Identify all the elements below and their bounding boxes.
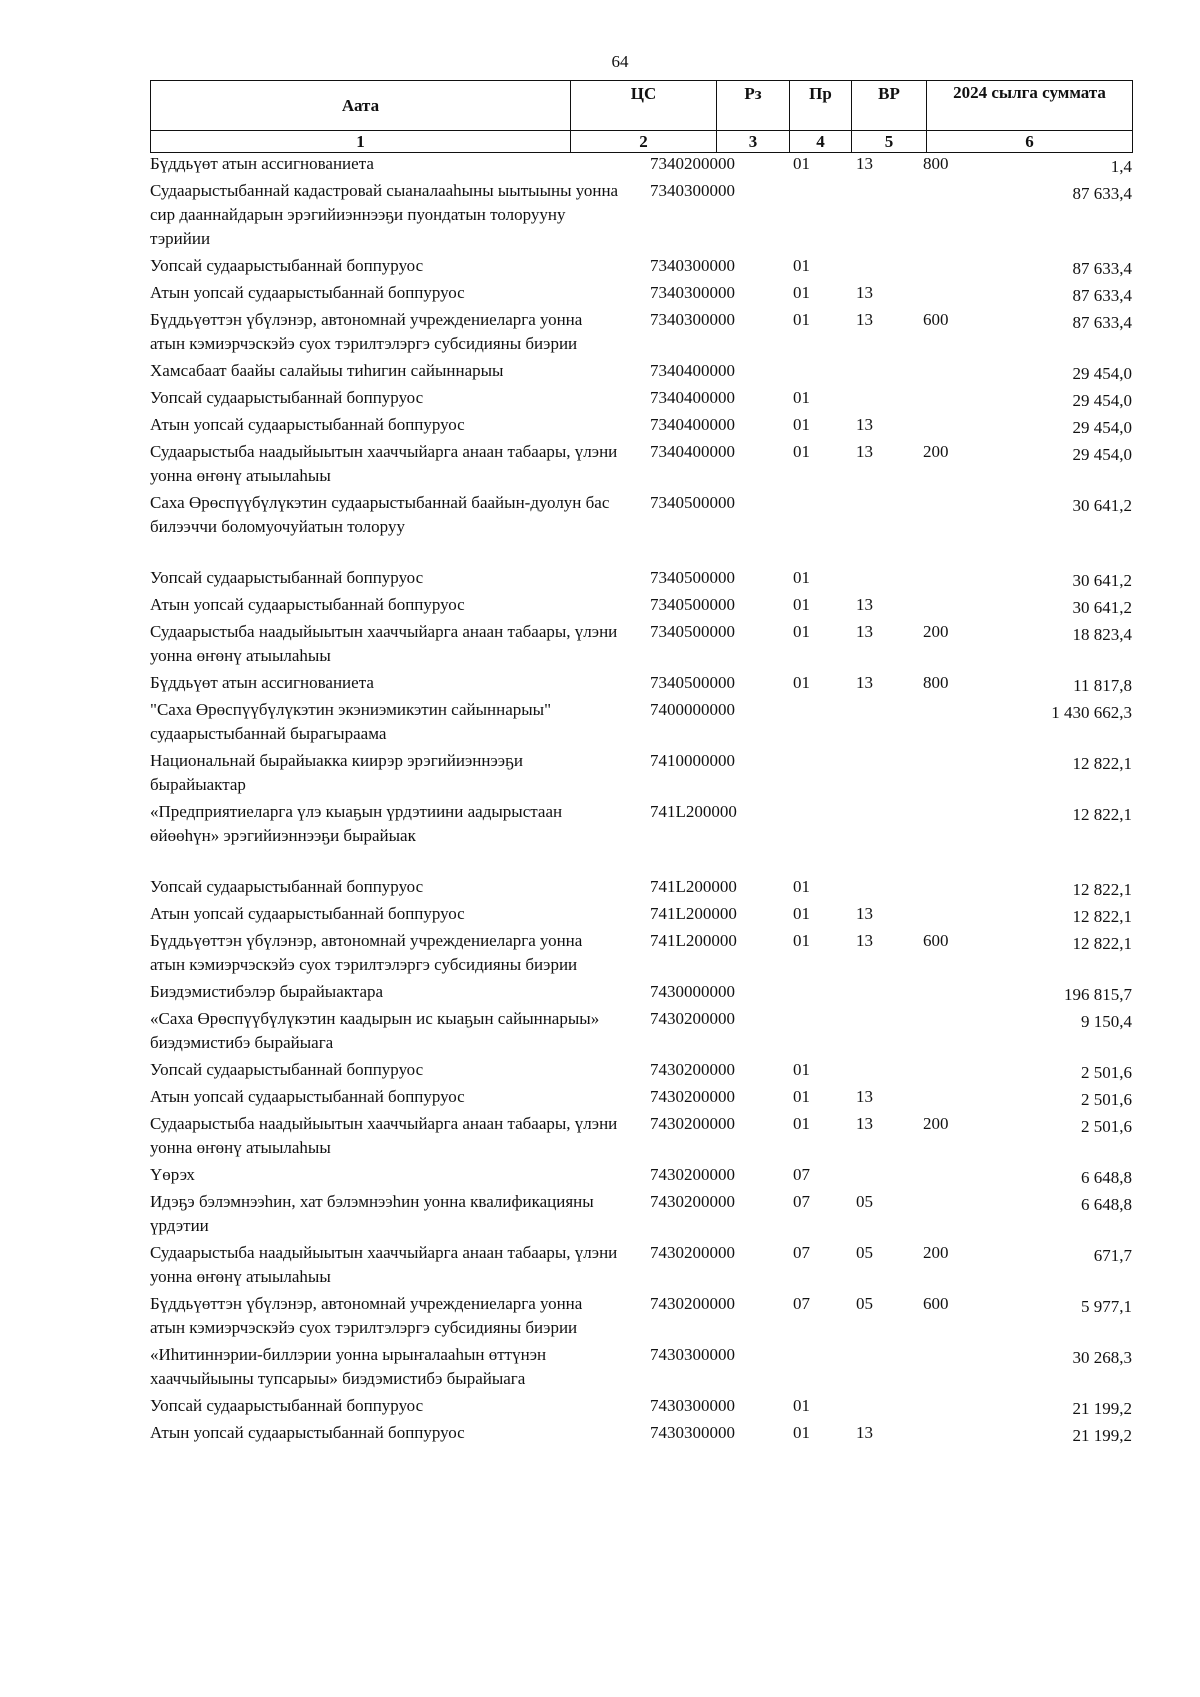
table-row — [150, 152, 1132, 176]
row-pr-code: 13 — [856, 415, 873, 434]
table-row — [150, 1007, 1132, 1055]
row-cs-code: 7430200000 — [650, 1087, 735, 1106]
row-amount: 29 454,0 — [1072, 418, 1132, 437]
column-number-2: 2 — [571, 131, 717, 153]
column-header-cs: ЦС — [571, 81, 717, 131]
row-amount: 11 817,8 — [1073, 676, 1132, 695]
row-name: Уопсай судаарыстыбаннай боппуруос — [150, 256, 424, 275]
row-pr-code: 05 — [856, 1243, 873, 1262]
row-pr-code: 13 — [856, 673, 873, 692]
table-row — [150, 1190, 1132, 1238]
column-header-vr: ВР — [852, 81, 927, 131]
row-amount: 29 454,0 — [1072, 445, 1132, 464]
row-vr-code: 800 — [923, 154, 949, 173]
row-name: Үөрэх — [150, 1165, 195, 1184]
table-row — [150, 1163, 1132, 1187]
table-row — [150, 413, 1132, 437]
row-cs-code: 741L200000 — [650, 802, 737, 821]
row-amount: 6 648,8 — [1081, 1195, 1132, 1214]
row-cs-code: 7430000000 — [650, 982, 735, 1001]
table-row — [150, 620, 1132, 668]
row-pr-code: 13 — [856, 310, 873, 329]
row-vr-code: 600 — [923, 310, 949, 329]
table-row — [150, 1112, 1132, 1160]
table-row — [150, 1241, 1132, 1289]
table-row — [150, 875, 1132, 899]
row-rz-code: 01 — [793, 1114, 810, 1133]
row-name: "Саха Өрөспүүбүлүкэтин экэниэмикэтин сайыннарыы" судаарыстыбаннай бырагыраама — [150, 700, 552, 743]
table-row — [150, 929, 1132, 977]
table-row — [150, 254, 1132, 278]
row-rz-code: 01 — [793, 415, 810, 434]
row-rz-code: 07 — [793, 1243, 810, 1262]
row-name: Уопсай судаарыстыбаннай боппуруос — [150, 568, 424, 587]
row-cs-code: 7340400000 — [650, 415, 735, 434]
table-row — [150, 902, 1132, 926]
row-amount: 30 268,3 — [1072, 1348, 1132, 1367]
row-cs-code: 7340400000 — [650, 388, 735, 407]
row-rz-code: 01 — [793, 310, 810, 329]
row-amount: 2 501,6 — [1081, 1117, 1132, 1136]
row-amount: 29 454,0 — [1072, 364, 1132, 383]
column-header-rz: Рз — [717, 81, 790, 131]
row-name: Атын уопсай судаарыстыбаннай боппуруос — [150, 1087, 465, 1106]
row-name: Судаарыстыбаннай кадастровай сыаналааһыны ыытыыны уонна сир дааннайдарын эрэгийиэннээҕи пуондатын толорууну тэрийии — [150, 181, 619, 248]
row-cs-code: 7340200000 — [650, 154, 735, 173]
row-pr-code: 13 — [856, 442, 873, 461]
row-cs-code: 7430300000 — [650, 1345, 735, 1364]
table-row — [150, 359, 1132, 383]
row-amount: 12 822,1 — [1072, 907, 1132, 926]
row-cs-code: 7430300000 — [650, 1423, 735, 1442]
table-row — [150, 386, 1132, 410]
row-name: Бүддьүөттэн үбүлэнэр, автономнай учреждениеларга уонна атын кэмиэрчэскэйэ суох тэрилтэлэргэ субсидияны биэрии — [150, 931, 583, 974]
row-cs-code: 7340300000 — [650, 256, 735, 275]
row-pr-code: 13 — [856, 931, 873, 950]
row-vr-code: 800 — [923, 673, 949, 692]
row-cs-code: 7400000000 — [650, 700, 735, 719]
row-amount: 12 822,1 — [1072, 880, 1132, 899]
row-rz-code: 01 — [793, 622, 810, 641]
budget-rows — [150, 152, 1132, 1448]
row-amount: 12 822,1 — [1072, 934, 1132, 953]
table-header — [150, 80, 1133, 153]
row-cs-code: 7340500000 — [650, 673, 735, 692]
row-name: Хамсабаат баайы салайыы тиһигин сайыннарыы — [150, 361, 504, 380]
row-rz-code: 01 — [793, 154, 810, 173]
row-cs-code: 7430200000 — [650, 1294, 735, 1313]
column-number-4: 4 — [790, 131, 852, 153]
row-name: Уопсай судаарыстыбаннай боппуруос — [150, 1396, 424, 1415]
row-rz-code: 01 — [793, 1087, 810, 1106]
row-amount: 12 822,1 — [1072, 805, 1132, 824]
row-vr-code: 600 — [923, 931, 949, 950]
row-name: Судаарыстыба наадыйыытын хааччыйарга анаан табаары, үлэни уонна өҥөнү атыылаһыы — [150, 442, 618, 485]
row-name: Уопсай судаарыстыбаннай боппуруос — [150, 388, 424, 407]
row-amount: 30 641,2 — [1072, 598, 1132, 617]
table-row — [150, 800, 1132, 848]
table-row — [150, 308, 1132, 356]
row-amount: 87 633,4 — [1072, 259, 1132, 278]
row-cs-code: 7340500000 — [650, 595, 735, 614]
row-name: Атын уопсай судаарыстыбаннай боппуруос — [150, 904, 465, 923]
row-spacer — [150, 542, 1132, 566]
row-vr-code: 600 — [923, 1294, 949, 1313]
row-rz-code: 01 — [793, 1060, 810, 1079]
row-amount: 6 648,8 — [1081, 1168, 1132, 1187]
row-name: Атын уопсай судаарыстыбаннай боппуруос — [150, 595, 465, 614]
row-cs-code: 7430300000 — [650, 1396, 735, 1415]
row-rz-code: 01 — [793, 1396, 810, 1415]
row-pr-code: 13 — [856, 154, 873, 173]
table-row — [150, 749, 1132, 797]
table-row — [150, 566, 1132, 590]
row-name: Судаарыстыба наадыйыытын хааччыйарга анаан табаары, үлэни уонна өҥөнү атыылаһыы — [150, 1114, 618, 1157]
table-row — [150, 698, 1132, 746]
table-row — [150, 1343, 1132, 1391]
row-name: Идэҕэ бэлэмнээһин, хат бэлэмнээһин уонна квалификацияны үрдэтии — [150, 1192, 594, 1235]
table-row — [150, 281, 1132, 305]
row-name: Саха Өрөспүүбүлүкэтин судаарыстыбаннай баайын-дуолун бас билээччи боломуочуйатын толоруу — [150, 493, 610, 536]
row-name: «Предприятиеларга үлэ кыаҕын үрдэтиини аадырыстаан өйөөһүн» эрэгийиэннээҕи бырайыак — [150, 802, 563, 845]
row-name: Судаарыстыба наадыйыытын хааччыйарга анаан табаары, үлэни уонна өҥөнү атыылаһыы — [150, 1243, 618, 1286]
row-rz-code: 01 — [793, 283, 810, 302]
row-cs-code: 741L200000 — [650, 931, 737, 950]
row-amount: 9 150,4 — [1081, 1012, 1132, 1031]
row-cs-code: 7340400000 — [650, 442, 735, 461]
row-rz-code: 01 — [793, 877, 810, 896]
row-amount: 12 822,1 — [1072, 754, 1132, 773]
row-cs-code: 7430200000 — [650, 1009, 735, 1028]
row-pr-code: 13 — [856, 904, 873, 923]
row-cs-code: 7430200000 — [650, 1060, 735, 1079]
row-name: «Саха Өрөспүүбүлүкэтин каадырын ис кыаҕын сайыннарыы» биэдэмистибэ бырайыага — [150, 1009, 600, 1052]
row-cs-code: 7340500000 — [650, 568, 735, 587]
row-amount: 1,4 — [1110, 157, 1132, 176]
row-pr-code: 13 — [856, 595, 873, 614]
row-cs-code: 7430200000 — [650, 1165, 735, 1184]
table-row — [150, 1421, 1132, 1445]
column-header-sum: 2024 сылга суммата — [927, 81, 1133, 131]
column-header-aata: Аата — [151, 81, 571, 131]
row-rz-code: 01 — [793, 1423, 810, 1442]
row-amount: 1 430 662,3 — [1051, 703, 1132, 722]
row-name: Бүддьүөттэн үбүлэнэр, автономнай учреждениеларга уонна атын кэмиэрчэскэйэ суох тэрилтэлэргэ субсидияны биэрии — [150, 310, 583, 353]
table-row — [150, 1058, 1132, 1082]
row-pr-code: 13 — [856, 1114, 873, 1133]
row-amount: 30 641,2 — [1072, 496, 1132, 515]
row-name: Атын уопсай судаарыстыбаннай боппуруос — [150, 283, 465, 302]
row-name: Бүддьүөт атын ассигнованиета — [150, 154, 374, 173]
row-name: Национальнай бырайыакка киирэр эрэгийиэннээҕи бырайыактар — [150, 751, 523, 794]
row-name: Бүддьүөт атын ассигнованиета — [150, 673, 374, 692]
row-amount: 29 454,0 — [1072, 391, 1132, 410]
row-pr-code: 05 — [856, 1294, 873, 1313]
row-rz-code: 01 — [793, 256, 810, 275]
table-row — [150, 593, 1132, 617]
row-pr-code: 13 — [856, 283, 873, 302]
row-cs-code: 741L200000 — [650, 877, 737, 896]
row-amount: 2 501,6 — [1081, 1090, 1132, 1109]
row-pr-code: 13 — [856, 1087, 873, 1106]
row-name: Уопсай судаарыстыбаннай боппуруос — [150, 877, 424, 896]
page-number: 64 — [611, 52, 629, 71]
row-amount: 21 199,2 — [1072, 1399, 1132, 1418]
table-row — [150, 491, 1132, 539]
row-name: Судаарыстыба наадыйыытын хааччыйарга анаан табаары, үлэни уонна өҥөнү атыылаһыы — [150, 622, 618, 665]
row-name: Атын уопсай судаарыстыбаннай боппуруос — [150, 1423, 465, 1442]
row-rz-code: 07 — [793, 1294, 810, 1313]
row-rz-code: 07 — [793, 1192, 810, 1211]
row-rz-code: 01 — [793, 904, 810, 923]
row-amount: 30 641,2 — [1072, 571, 1132, 590]
row-amount: 18 823,4 — [1072, 625, 1132, 644]
table-row — [150, 1292, 1132, 1340]
row-rz-code: 01 — [793, 673, 810, 692]
column-number-6: 6 — [927, 131, 1133, 153]
table-row — [150, 980, 1132, 1004]
row-cs-code: 7430200000 — [650, 1192, 735, 1211]
table-row — [150, 1085, 1132, 1109]
row-spacer — [150, 851, 1132, 875]
row-name: Биэдэмистибэлэр бырайыактара — [150, 982, 384, 1001]
row-name: Уопсай судаарыстыбаннай боппуруос — [150, 1060, 424, 1079]
column-number-3: 3 — [717, 131, 790, 153]
table-row — [150, 1394, 1132, 1418]
row-rz-code: 01 — [793, 931, 810, 950]
row-rz-code: 01 — [793, 568, 810, 587]
row-amount: 2 501,6 — [1081, 1063, 1132, 1082]
row-cs-code: 741L200000 — [650, 904, 737, 923]
row-cs-code: 7340500000 — [650, 493, 735, 512]
row-pr-code: 13 — [856, 622, 873, 641]
row-amount: 21 199,2 — [1072, 1426, 1132, 1445]
row-name: «Иһитиннэрии-биллэрии уонна ырыҥалааһын өттүнэн хааччыйыыны тупсарыы» биэдэмистибэ бырайыага — [150, 1345, 547, 1388]
row-cs-code: 7430200000 — [650, 1243, 735, 1262]
row-rz-code: 01 — [793, 595, 810, 614]
row-name: Бүддьүөттэн үбүлэнэр, автономнай учреждениеларга уонна атын кэмиэрчэскэйэ суох тэрилтэлэргэ субсидияны биэрии — [150, 1294, 583, 1337]
row-cs-code: 7340300000 — [650, 283, 735, 302]
table-row — [150, 179, 1132, 251]
row-amount: 87 633,4 — [1072, 286, 1132, 305]
row-rz-code: 07 — [793, 1165, 810, 1184]
row-amount: 671,7 — [1093, 1246, 1132, 1265]
row-amount: 5 977,1 — [1081, 1297, 1132, 1316]
row-vr-code: 200 — [923, 1114, 949, 1133]
row-vr-code: 200 — [923, 442, 949, 461]
column-header-pr: Пр — [790, 81, 852, 131]
row-amount: 87 633,4 — [1072, 313, 1132, 332]
row-amount: 196 815,7 — [1064, 985, 1132, 1004]
row-pr-code: 05 — [856, 1192, 873, 1211]
column-number-5: 5 — [852, 131, 927, 153]
row-cs-code: 7430200000 — [650, 1114, 735, 1133]
row-pr-code: 13 — [856, 1423, 873, 1442]
row-rz-code: 01 — [793, 442, 810, 461]
row-vr-code: 200 — [923, 622, 949, 641]
row-name: Атын уопсай судаарыстыбаннай боппуруос — [150, 415, 465, 434]
table-row — [150, 671, 1132, 695]
column-number-1: 1 — [151, 131, 571, 153]
row-rz-code: 01 — [793, 388, 810, 407]
row-cs-code: 7340500000 — [650, 622, 735, 641]
row-vr-code: 200 — [923, 1243, 949, 1262]
row-amount: 87 633,4 — [1072, 184, 1132, 203]
row-cs-code: 7410000000 — [650, 751, 735, 770]
table-row — [150, 440, 1132, 488]
row-cs-code: 7340300000 — [650, 310, 735, 329]
row-cs-code: 7340300000 — [650, 181, 735, 200]
row-cs-code: 7340400000 — [650, 361, 735, 380]
